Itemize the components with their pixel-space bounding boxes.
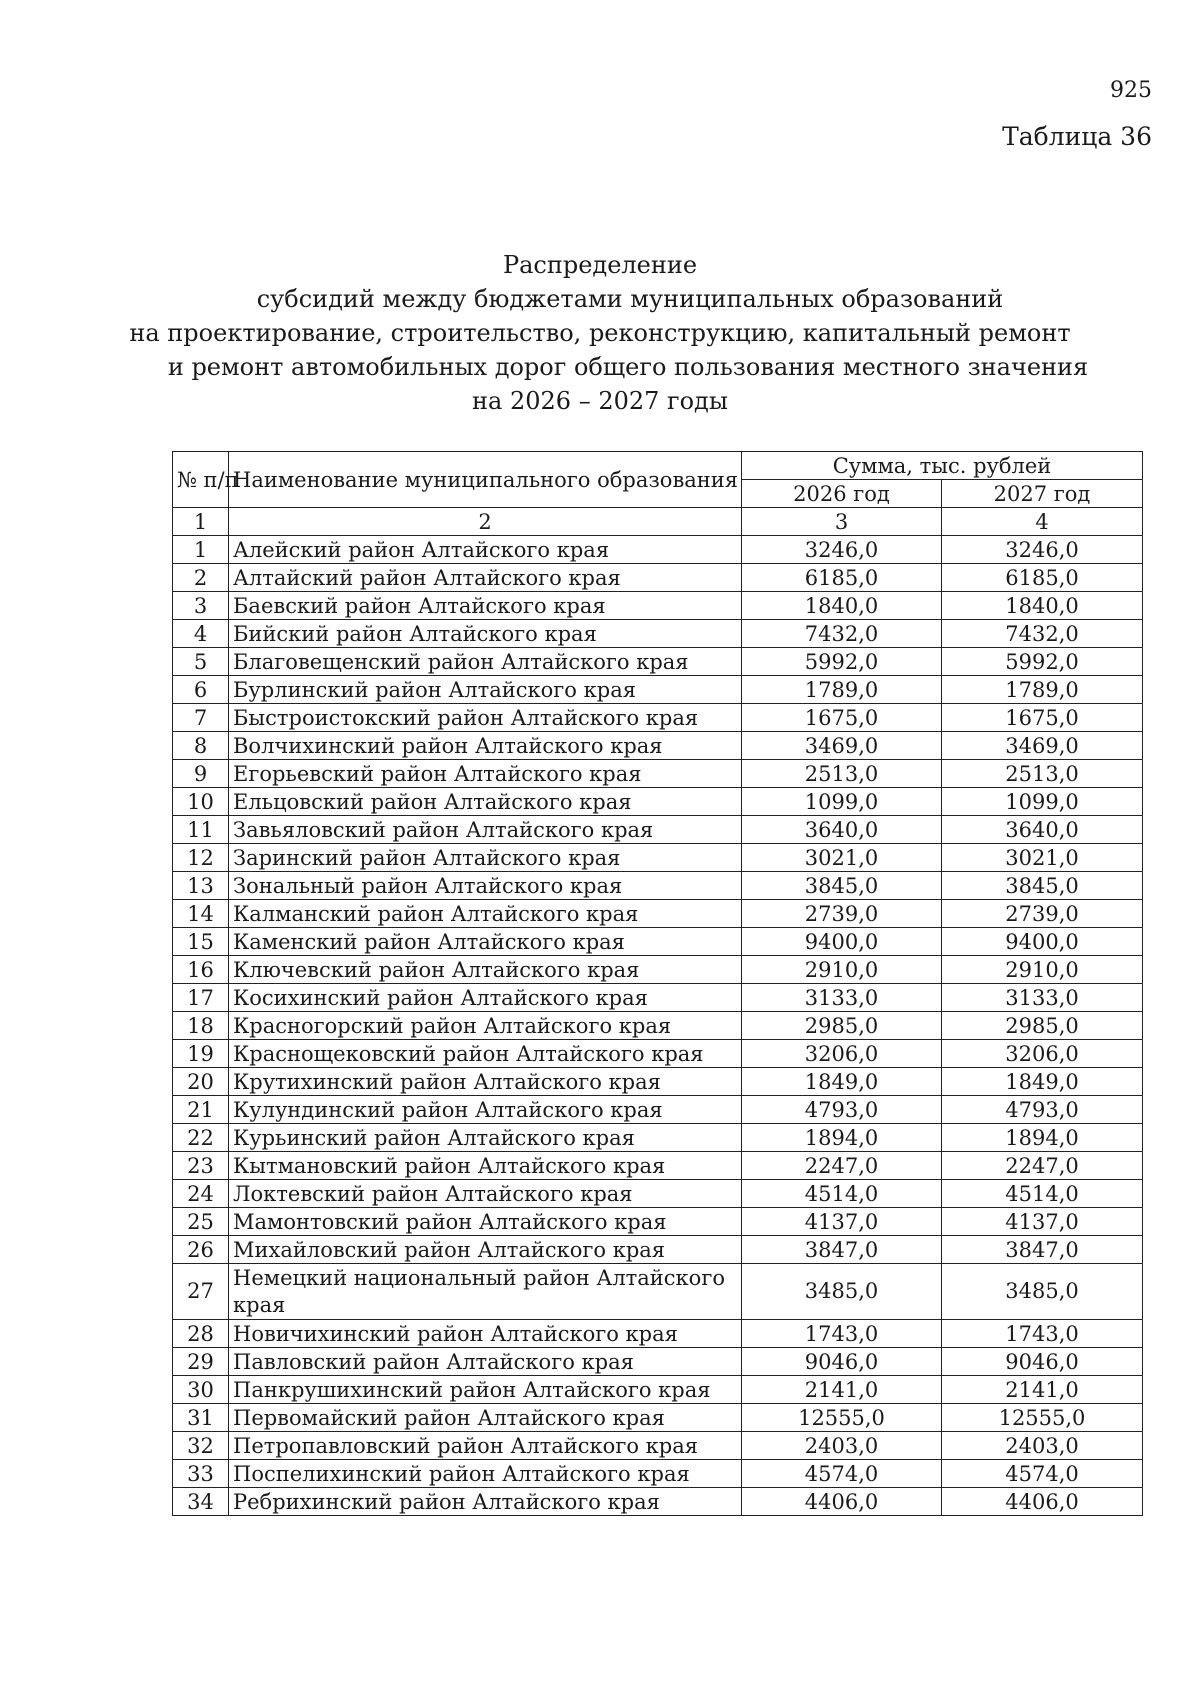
municipality-name: Бурлинский район Алтайского края [229,676,742,704]
row-number: 7 [173,704,229,732]
title-line-3: на проектирование, строительство, реконструкцию, капитальный ремонт [129,319,1071,347]
amount-2026: 4793,0 [742,1096,942,1124]
amount-2027: 5992,0 [942,648,1143,676]
amount-2026: 9400,0 [742,928,942,956]
document-title [0,248,1200,418]
table-row [173,1208,1143,1236]
table-row [173,1460,1143,1488]
municipality-name: Зональный район Алтайского края [229,872,742,900]
row-number: 27 [173,1264,229,1320]
table-body [173,536,1143,1516]
row-number: 29 [173,1348,229,1376]
amount-2027: 3021,0 [942,844,1143,872]
amount-2027: 2513,0 [942,760,1143,788]
amount-2026: 5992,0 [742,648,942,676]
municipality-name: Курьинский район Алтайского края [229,1124,742,1152]
table-row [173,760,1143,788]
amount-2027: 2403,0 [942,1432,1143,1460]
amount-2026: 4574,0 [742,1460,942,1488]
row-number: 26 [173,1236,229,1264]
amount-2026: 2739,0 [742,900,942,928]
header-year-2026: 2026 год [742,480,942,508]
table-row [173,1068,1143,1096]
amount-2026: 2403,0 [742,1432,942,1460]
column-index: 1 [173,508,229,536]
amount-2026: 3485,0 [742,1264,942,1320]
table-row [173,676,1143,704]
table-row [173,704,1143,732]
column-index: 3 [742,508,942,536]
amount-2026: 4514,0 [742,1180,942,1208]
amount-2027: 1840,0 [942,592,1143,620]
amount-2026: 2910,0 [742,956,942,984]
amount-2027: 2910,0 [942,956,1143,984]
amount-2026: 1840,0 [742,592,942,620]
table-row [173,1320,1143,1348]
table-row [173,1012,1143,1040]
municipality-name: Ельцовский район Алтайского края [229,788,742,816]
amount-2026: 1743,0 [742,1320,942,1348]
table-row [173,928,1143,956]
amount-2027: 6185,0 [942,564,1143,592]
amount-2027: 3469,0 [942,732,1143,760]
municipality-name: Егорьевский район Алтайского края [229,760,742,788]
row-number: 24 [173,1180,229,1208]
table-row [173,816,1143,844]
row-number: 12 [173,844,229,872]
table-row [173,1236,1143,1264]
row-number: 3 [173,592,229,620]
municipality-name: Немецкий национальный район Алтайского края [229,1264,742,1320]
amount-2026: 2141,0 [742,1376,942,1404]
municipality-name: Крутихинский район Алтайского края [229,1068,742,1096]
row-number: 31 [173,1404,229,1432]
row-number: 32 [173,1432,229,1460]
table-row [173,1488,1143,1516]
amount-2026: 1099,0 [742,788,942,816]
amount-2027: 3133,0 [942,984,1143,1012]
table-row [173,844,1143,872]
table-row [173,1152,1143,1180]
amount-2027: 2985,0 [942,1012,1143,1040]
table-row [173,1432,1143,1460]
table-row [173,1404,1143,1432]
table-row [173,1180,1143,1208]
amount-2027: 4406,0 [942,1488,1143,1516]
municipality-name: Первомайский район Алтайского края [229,1404,742,1432]
table-row [173,648,1143,676]
row-number: 19 [173,1040,229,1068]
table-row [173,732,1143,760]
municipality-name: Завьяловский район Алтайского края [229,816,742,844]
municipality-name: Баевский район Алтайского края [229,592,742,620]
row-number: 14 [173,900,229,928]
row-number: 17 [173,984,229,1012]
amount-2026: 3206,0 [742,1040,942,1068]
amount-2026: 3845,0 [742,872,942,900]
amount-2026: 9046,0 [742,1348,942,1376]
row-number: 22 [173,1124,229,1152]
municipality-name: Кулундинский район Алтайского края [229,1096,742,1124]
amount-2027: 2739,0 [942,900,1143,928]
header-year-2027: 2027 год [942,480,1143,508]
amount-2026: 4137,0 [742,1208,942,1236]
municipality-name: Алейский район Алтайского края [229,536,742,564]
amount-2026: 1849,0 [742,1068,942,1096]
amount-2026: 7432,0 [742,620,942,648]
amount-2026: 1789,0 [742,676,942,704]
row-number: 30 [173,1376,229,1404]
amount-2026: 3133,0 [742,984,942,1012]
row-number: 5 [173,648,229,676]
table-label: Таблица 36 [1002,122,1152,151]
table-row [173,564,1143,592]
amount-2027: 12555,0 [942,1404,1143,1432]
amount-2027: 4514,0 [942,1180,1143,1208]
table-row [173,592,1143,620]
row-number: 10 [173,788,229,816]
amount-2027: 2141,0 [942,1376,1143,1404]
municipality-name: Красногорский район Алтайского края [229,1012,742,1040]
municipality-name: Локтевский район Алтайского края [229,1180,742,1208]
page-number: 925 [1110,78,1152,103]
municipality-name: Косихинский район Алтайского края [229,984,742,1012]
amount-2026: 2513,0 [742,760,942,788]
table-row [173,788,1143,816]
row-number: 13 [173,872,229,900]
column-index: 4 [942,508,1143,536]
amount-2026: 2985,0 [742,1012,942,1040]
table-row [173,1348,1143,1376]
amount-2026: 3021,0 [742,844,942,872]
amount-2026: 3469,0 [742,732,942,760]
amount-2026: 1675,0 [742,704,942,732]
row-number: 23 [173,1152,229,1180]
row-number: 8 [173,732,229,760]
amount-2027: 4793,0 [942,1096,1143,1124]
table-row [173,872,1143,900]
table-row [173,620,1143,648]
municipality-name: Новичихинский район Алтайского края [229,1320,742,1348]
amount-2026: 12555,0 [742,1404,942,1432]
amount-2026: 2247,0 [742,1152,942,1180]
column-index: 2 [229,508,742,536]
municipality-name: Бийский район Алтайского края [229,620,742,648]
amount-2026: 6185,0 [742,564,942,592]
table-row [173,1124,1143,1152]
title-line-1: Распределение [502,251,698,279]
amount-2027: 3246,0 [942,536,1143,564]
amount-2026: 4406,0 [742,1488,942,1516]
amount-2027: 4574,0 [942,1460,1143,1488]
amount-2027: 3485,0 [942,1264,1143,1320]
distribution-table [172,451,1143,1516]
row-number: 25 [173,1208,229,1236]
amount-2027: 1099,0 [942,788,1143,816]
row-number: 16 [173,956,229,984]
amount-2026: 3246,0 [742,536,942,564]
amount-2027: 3206,0 [942,1040,1143,1068]
amount-2027: 1849,0 [942,1068,1143,1096]
municipality-name: Мамонтовский район Алтайского края [229,1208,742,1236]
municipality-name: Калманский район Алтайского края [229,900,742,928]
table-row [173,536,1143,564]
amount-2027: 2247,0 [942,1152,1143,1180]
municipality-name: Михайловский район Алтайского края [229,1236,742,1264]
row-number: 11 [173,816,229,844]
municipality-name: Благовещенский район Алтайского края [229,648,742,676]
amount-2027: 7432,0 [942,620,1143,648]
header-number: № п/п [173,452,229,508]
amount-2026: 3847,0 [742,1236,942,1264]
municipality-name: Павловский район Алтайского края [229,1348,742,1376]
row-number: 6 [173,676,229,704]
municipality-name: Панкрушихинский район Алтайского края [229,1376,742,1404]
municipality-name: Петропавловский район Алтайского края [229,1432,742,1460]
amount-2027: 9046,0 [942,1348,1143,1376]
amount-2026: 1894,0 [742,1124,942,1152]
table-row [173,1376,1143,1404]
row-number: 9 [173,760,229,788]
amount-2027: 4137,0 [942,1208,1143,1236]
title-line-5: на 2026 – 2027 годы [472,387,728,415]
row-number: 18 [173,1012,229,1040]
municipality-name: Каменский район Алтайского края [229,928,742,956]
row-number: 15 [173,928,229,956]
amount-2027: 3845,0 [942,872,1143,900]
municipality-name: Заринский район Алтайского края [229,844,742,872]
title-line-2: субсидий между бюджетами муниципальных образований [256,285,1004,313]
row-number: 1 [173,536,229,564]
table-row [173,1096,1143,1124]
amount-2027: 1789,0 [942,676,1143,704]
municipality-name: Быстроистокский район Алтайского края [229,704,742,732]
amount-2027: 1675,0 [942,704,1143,732]
municipality-name: Краснощековский район Алтайского края [229,1040,742,1068]
municipality-name: Кытмановский район Алтайского края [229,1152,742,1180]
amount-2027: 1894,0 [942,1124,1143,1152]
municipality-name: Ключевский район Алтайского края [229,956,742,984]
title-line-4: и ремонт автомобильных дорог общего пользования местного значения [167,353,1089,381]
amount-2026: 3640,0 [742,816,942,844]
amount-2027: 9400,0 [942,928,1143,956]
row-number: 4 [173,620,229,648]
table-row [173,900,1143,928]
header-name: Наименование муниципального образования [229,452,742,508]
municipality-name: Поспелихинский район Алтайского края [229,1460,742,1488]
amount-2027: 1743,0 [942,1320,1143,1348]
row-number: 20 [173,1068,229,1096]
amount-2027: 3640,0 [942,816,1143,844]
municipality-name: Алтайский район Алтайского края [229,564,742,592]
table-row [173,956,1143,984]
table-row [173,1040,1143,1068]
table-row [173,984,1143,1012]
amount-2027: 3847,0 [942,1236,1143,1264]
row-number: 28 [173,1320,229,1348]
row-number: 2 [173,564,229,592]
header-sum: Сумма, тыс. рублей [742,452,1143,480]
row-number: 21 [173,1096,229,1124]
row-number: 34 [173,1488,229,1516]
municipality-name: Ребрихинский район Алтайского края [229,1488,742,1516]
table-row [173,1264,1143,1320]
row-number: 33 [173,1460,229,1488]
municipality-name: Волчихинский район Алтайского края [229,732,742,760]
